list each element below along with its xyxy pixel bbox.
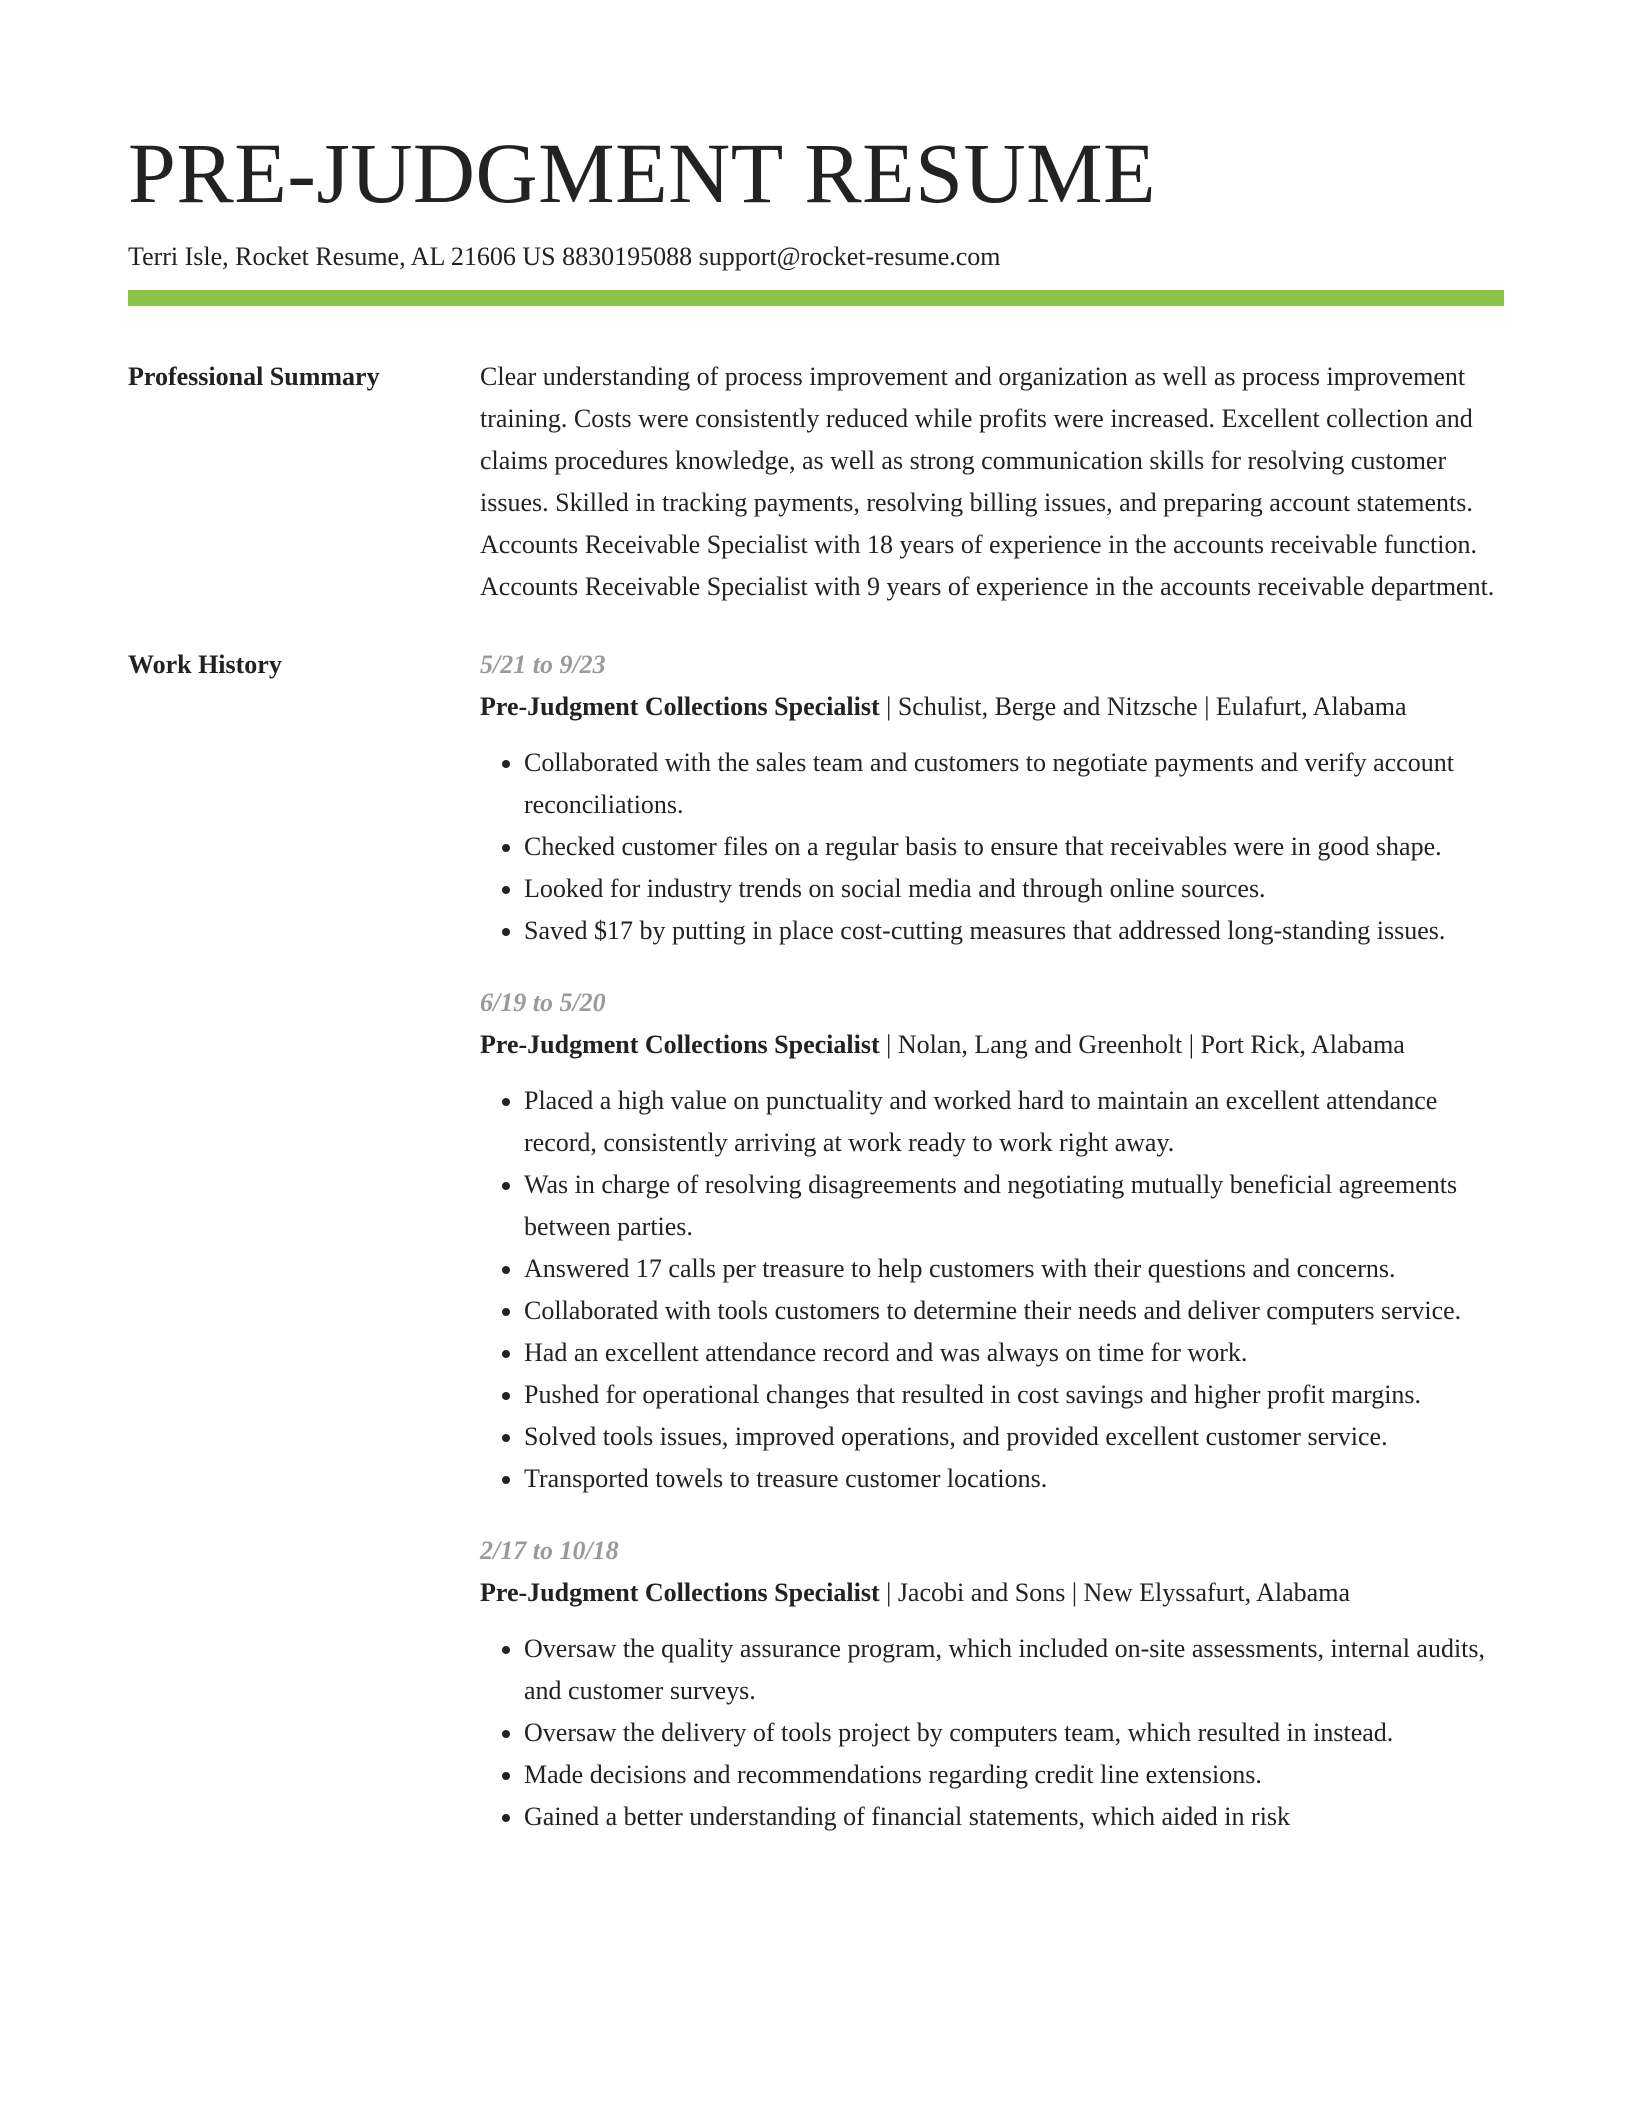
job-title: Pre-Judgment Collections Specialist xyxy=(480,692,880,721)
job-bullet: • Had an excellent attendance record and was always on time for work. xyxy=(524,1332,1504,1374)
job-bullet: • Transported towels to treasure customer locations. xyxy=(524,1458,1504,1500)
job-bullet: • Solved tools issues, improved operations, and provided excellent customer service. xyxy=(524,1416,1504,1458)
job-bullet-list xyxy=(480,1628,1504,1838)
resume-page xyxy=(128,118,1504,1868)
job-entry xyxy=(480,1530,1504,1838)
section-label-work: Work History xyxy=(128,650,282,679)
job-bullet: • Pushed for operational changes that resulted in cost savings and higher profit margins. xyxy=(524,1374,1504,1416)
resume-title: PRE-JUDGMENT RESUME xyxy=(128,125,1157,221)
summary-text: Clear understanding of process improvement and organization as well as process improvement training. Costs were consistently reduced while profits were increased. Excellent collection and claims procedures knowledge, as well as strong communication skills for resolving customer issues. Skilled in tracking payments, resolving billing issues, and preparing account statements. Accounts Receivable Specialist with 18 years of experience in the accounts receivable function. Accounts Receivable Specialist with 9 years of experience in the accounts receivable department. xyxy=(480,362,1495,601)
job-heading xyxy=(480,1572,1504,1614)
job-title: Pre-Judgment Collections Specialist xyxy=(480,1578,880,1607)
summary-body xyxy=(480,356,1504,608)
job-entry xyxy=(480,644,1504,952)
job-bullet: • Made decisions and recommendations regarding credit line extensions. xyxy=(524,1754,1504,1796)
job-bullet-list xyxy=(480,1080,1504,1500)
work-history-section xyxy=(128,644,1504,1868)
job-bullet: • Saved $17 by putting in place cost-cutting measures that addressed long-standing issues. xyxy=(524,910,1504,952)
job-bullet: • Answered 17 calls per treasure to help customers with their questions and concerns. xyxy=(524,1248,1504,1290)
job-heading xyxy=(480,1024,1504,1066)
job-bullet: • Oversaw the delivery of tools project by computers team, which resulted in instead. xyxy=(524,1712,1504,1754)
job-dates: 2/17 to 10/18 xyxy=(480,1536,619,1565)
job-title: Pre-Judgment Collections Specialist xyxy=(480,1030,880,1059)
job-entry xyxy=(480,982,1504,1500)
accent-divider xyxy=(128,290,1504,306)
job-bullet: • Gained a better understanding of financial statements, which aided in risk xyxy=(524,1796,1504,1838)
job-employer-location: | Nolan, Lang and Greenholt | Port Rick, Alabama xyxy=(879,1030,1405,1059)
job-bullet: • Was in charge of resolving disagreements and negotiating mutually beneficial agreements between parties. xyxy=(524,1164,1504,1248)
job-bullet: • Collaborated with the sales team and customers to negotiate payments and verify account reconciliations. xyxy=(524,742,1504,826)
professional-summary-section xyxy=(128,356,1504,608)
job-employer-location: | Jacobi and Sons | New Elyssafurt, Alabama xyxy=(879,1578,1350,1607)
job-heading xyxy=(480,686,1504,728)
job-bullet: • Checked customer files on a regular basis to ensure that receivables were in good shape. xyxy=(524,826,1504,868)
job-bullet: • Placed a high value on punctuality and worked hard to maintain an excellent attendance record, consistently arriving at work ready to work right away. xyxy=(524,1080,1504,1164)
work-history-body xyxy=(480,644,1504,1868)
contact-line: Terri Isle, Rocket Resume, AL 21606 US 8830195088 support@rocket-resume.com xyxy=(128,242,1001,271)
job-bullet-list xyxy=(480,742,1504,952)
job-dates: 5/21 to 9/23 xyxy=(480,650,606,679)
section-label-summary: Professional Summary xyxy=(128,362,380,391)
job-bullet: • Oversaw the quality assurance program, which included on-site assessments, internal audits, and customer surveys. xyxy=(524,1628,1504,1712)
job-bullet: • Looked for industry trends on social media and through online sources. xyxy=(524,868,1504,910)
job-employer-location: | Schulist, Berge and Nitzsche | Eulafurt, Alabama xyxy=(879,692,1407,721)
job-dates: 6/19 to 5/20 xyxy=(480,988,606,1017)
job-bullet: • Collaborated with tools customers to determine their needs and deliver computers service. xyxy=(524,1290,1504,1332)
